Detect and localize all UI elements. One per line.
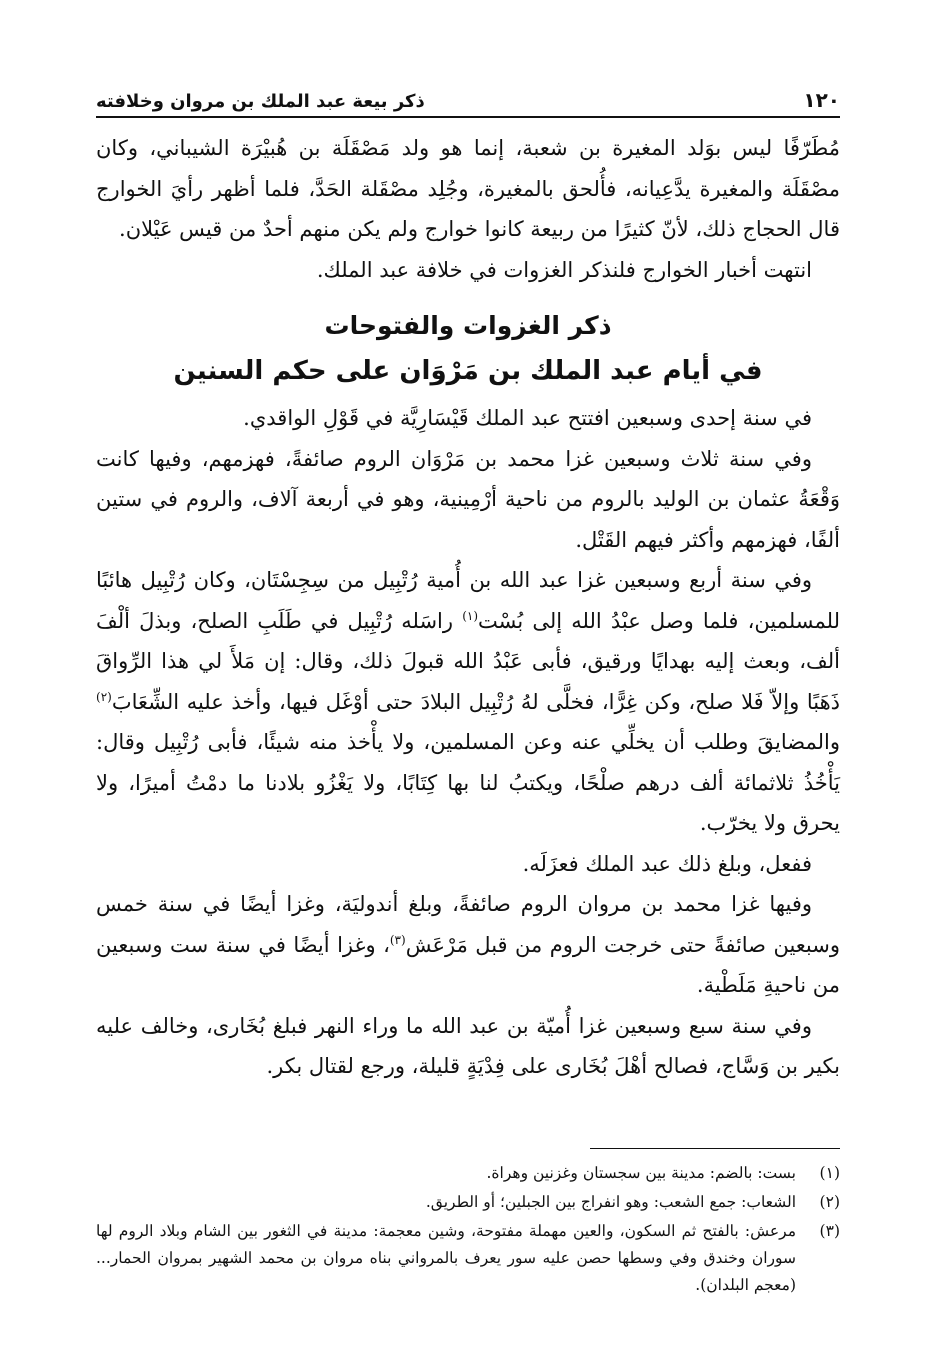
paragraph-summer-raids <box>96 884 840 1006</box>
footnote-text: الشعاب: جمع الشعب: وهو انفراج بين الجبلين؛ أو الطريق. <box>425 1193 796 1211</box>
text-segment: والمضايقَ وطلب أن يخلِّي عنه وعن المسلمين، ولا يأْخذ منه شيئًا، فأبى رُتْبِيل وقال: يَأْخُذُ ثلاثمائة ألف درهم صلْحًا، ويكتبُ لنا بها كِتَابًا، ولا يَغْزُو بلادنا ما دمْتُ أميرًا، ولا يحرق ولا يخرّب. <box>96 730 841 835</box>
paragraph-continuation: مُطَرّفًا ليس بوَلد المغيرة بن شعبة، إنما هو ولد مَصْقَلَة بن هُبيْرَة الشيباني، وكان مصْقَلَة والمغيرة يدَّعِيانه، فأُلحق بالمغيرة، وجُلِد مصْقَلة الحَدَّ، فلما أظهر رأيَ الخوارج قال الحجاج ذلك، لأنّ كثيرًا من ربيعة كانوا خوارج ولم يكن منهم أحدٌ من قيس عَيْلان. <box>96 136 840 241</box>
paragraph-year-74 <box>96 560 840 844</box>
footnote-ref-1[interactable]: (١) <box>462 608 479 623</box>
running-header-title: ذكر بيعة عبد الملك بن مروان وخلافته <box>96 91 425 112</box>
page-number: ١٢٠ <box>803 88 840 112</box>
running-header <box>96 78 840 118</box>
paragraph-year-77: وفي سنة سبع وسبعين غزا أُميّة بن عبد الله ما وراء النهر فبلغ بُخَارى، وخالف عليه بكير بن وَسَّاج، فصالح أهْلَ بُخَارى على فِدْيَةٍ قليلة، ورجع لقتال بكر. <box>96 1013 840 1078</box>
footnote-text: بست: بالضم: مدينة بين سجستان وغزنين وهراة. <box>486 1164 796 1182</box>
footnote-ref-2[interactable]: (٢) <box>96 689 112 704</box>
text-segment: راسَله رُتْبِيل في طَلَبِ الصلح، وبذلَ ألْفَ ألف، وبعث إليه بهدايًا ورقيق، فأبى عَبْدُ الله قبولَ ذلك، وقال: إن مَلأَ لي هذا الرِّواقَ ذَهَبًا وإلاّ فَلا صلح، وكن غِرًّا، فخلَّى لهُ رُتْبِيل البلادَ حتى أوْغَل فيها، وأخذ عليه الشِّعَابَ <box>96 608 840 714</box>
paragraph-year-73: وفي سنة ثلاث وسبعين غزا محمد بن مَرْوَان الروم صائفةً، فهزمهم، وفيها كانت وَقْعَةُ عثمان بن الوليد بالروم من ناحية أرْمِينية، وهو في أربعة آلاف، والروم في ستين ألفًا، فهزمهم وأكثر فيهم القَتْل. <box>96 446 840 552</box>
footnote-item <box>96 1218 840 1299</box>
text-segment: ، وغزا أيضًا في سنة ست وسبعين من ناحيةِ مَلَطْية. <box>96 932 840 997</box>
footnote-divider <box>590 1148 840 1149</box>
paragraph-year-71: في سنة إحدى وسبعين افتتح عبد الملك قَيْسَارِيَّة في قَوْلِ الواقدي. <box>243 406 812 430</box>
footnotes <box>96 1160 840 1301</box>
footnote-item <box>96 1189 840 1216</box>
text-segment: وفيها غزا محمد بن مروان الروم صائفةً، وبلغ أندوليَة، وغزا أيضًا في سنة خمس وسبعين صائفةً حتى خرجت الروم من قبل مَرْعَش <box>96 892 840 957</box>
footnote-item <box>96 1160 840 1187</box>
footnote-number: (٣) <box>819 1222 840 1240</box>
paragraph-dismissal: ففعل، وبلغ ذلك عبد الملك فعزَلَه. <box>522 851 812 876</box>
book-page <box>96 78 840 1328</box>
main-text <box>96 128 840 1087</box>
section-heading: ذكر الغزوات والفتوحات <box>324 311 612 340</box>
paragraph-end-of-khawarij: انتهت أخبار الخوارج فلنذكر الغزوات في خلافة عبد الملك. <box>316 257 812 282</box>
footnote-ref-3[interactable]: (٣) <box>389 932 406 947</box>
text-segment: وفي سنة أربع وسبعين غزا عبد الله بن أُمية رُتْبِيل من سِجِسْتَان، وكان رُتْبِيل هائبًا للمسلمين، فلما وصل عبْدُ الله إلى بُسْت <box>96 568 840 633</box>
section-subheading: في أيام عبد الملك بن مَرْوَان على حكم السنين <box>173 356 763 386</box>
footnote-number: (٢) <box>819 1193 840 1211</box>
footnote-text: مرعش: بالفتح ثم السكون، والعين مهملة مفتوحة، وشين معجمة: مدينة في الثغور بين الشام وبلاد الروم لها سوران وخندق وفي وسطها حصن عليه سور يعرف بالمرواني بناه مروان بن محمد الشهير بمروان الحمار... (معجم البلدان). <box>96 1222 796 1294</box>
footnote-number: (١) <box>819 1164 840 1182</box>
